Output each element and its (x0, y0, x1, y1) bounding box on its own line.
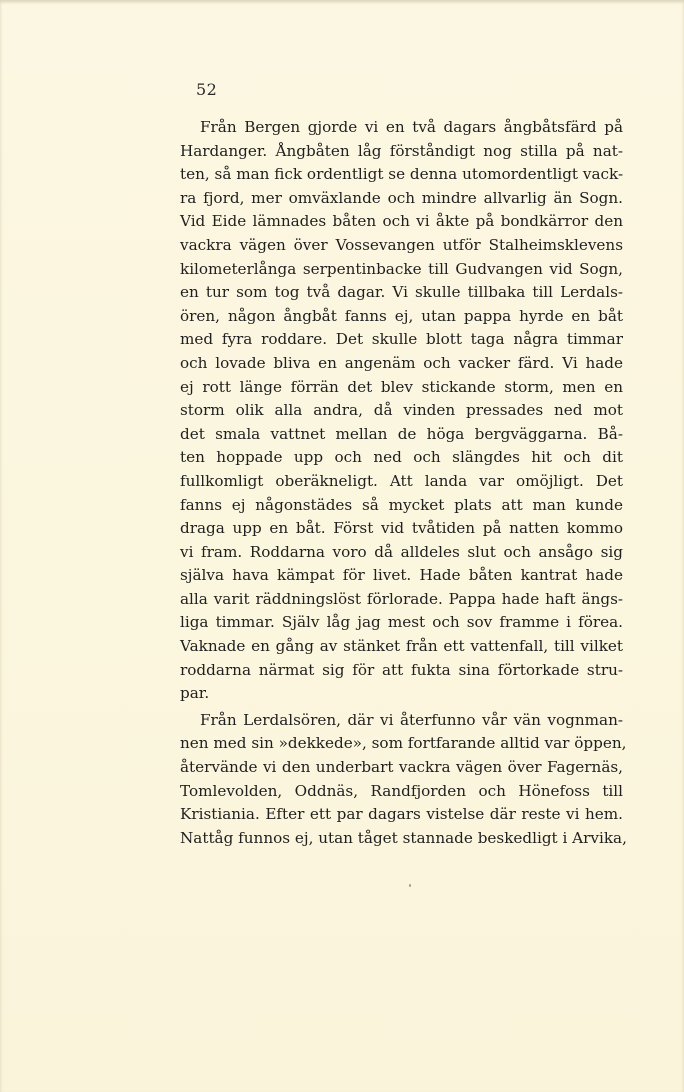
text-line: alla varit räddningslöst förlorade. Pappa hade haft ängs- (180, 589, 623, 608)
text-line: vi fram. Roddarna voro då alldeles slut och ansågo sig (180, 542, 623, 561)
text-line: vackra vägen över Vossevangen utför Stalheimsklevens (180, 235, 623, 254)
text-line: kilometerlånga serpentinbacke till Gudvangen vid Sogn, (180, 259, 623, 278)
text-line: och lovade bliva en angenäm och vacker färd. Vi hade (180, 353, 623, 372)
paragraph (180, 116, 623, 706)
text-line: nen med sin »dekkede», som fortfarande alltid var öppen, (180, 734, 627, 753)
text-line: Vid Eide lämnades båten och vi åkte på bondkärror den (180, 212, 623, 231)
page-number: 52 (196, 80, 218, 99)
body-text (180, 116, 627, 850)
text-line: Kristiania. Efter ett par dagars vistelse där reste vi hem. (180, 805, 623, 824)
text-line: fullkomligt oberäkneligt. Att landa var omöjligt. Det (180, 471, 623, 490)
text-line: ören, någon ångbåt fanns ej, utan pappa hyrde en båt (180, 306, 623, 325)
text-line: Nattåg funnos ej, utan tåget stannade beskedligt i Arvika, (180, 828, 627, 847)
text-line: roddarna närmat sig för att fukta sina förtorkade stru- (180, 660, 623, 679)
text-line: återvände vi den underbart vackra vägen över Fagernäs, (180, 758, 623, 777)
text-line: liga timmar. Själv låg jag mest och sov framme i förea. (180, 613, 623, 632)
text-line: Vaknade en gång av stänket från ett vattenfall, till vilket (180, 637, 623, 656)
text-line: ten hoppade upp och ned och slängdes hit och dit (180, 448, 623, 467)
text-line: Från Bergen gjorde vi en två dagars ångbåtsfärd på (200, 118, 623, 136)
text-line: med fyra roddare. Det skulle blott taga några timmar (180, 330, 623, 349)
text-line: fanns ej någonstädes så mycket plats att man kunde (180, 495, 623, 514)
text-line: ej rott länge förrän det blev stickande storm, men en (180, 377, 623, 396)
text-line: själva hava kämpat för livet. Hade båten kantrat hade (180, 566, 623, 585)
text-line: det smala vattnet mellan de höga bergväggarna. Bå- (180, 424, 623, 443)
paper-speck (409, 884, 411, 887)
text-line: Tomlevolden, Oddnäs, Randfjorden och Hönefoss till (180, 781, 623, 800)
text-line: Från Lerdalsören, där vi återfunno vår vän vognman- (200, 710, 623, 729)
text-line: Hardanger. Ångbåten låg förståndigt nog stilla på nat- (180, 141, 623, 160)
text-line: par. (180, 684, 210, 703)
text-line: en tur som tog två dagar. Vi skulle tillbaka till Lerdals- (180, 283, 623, 302)
text-line: ten, så man fick ordentligt se denna utomordentligt vack- (180, 165, 624, 184)
text-line: ra fjord, mer omväxlande och mindre allvarlig än Sogn. (180, 188, 623, 207)
paragraph (180, 709, 627, 851)
text-line: draga upp en båt. Först vid tvåtiden på natten kommo (180, 519, 623, 538)
text-line: storm olik alla andra, då vinden pressades ned mot (180, 401, 623, 420)
